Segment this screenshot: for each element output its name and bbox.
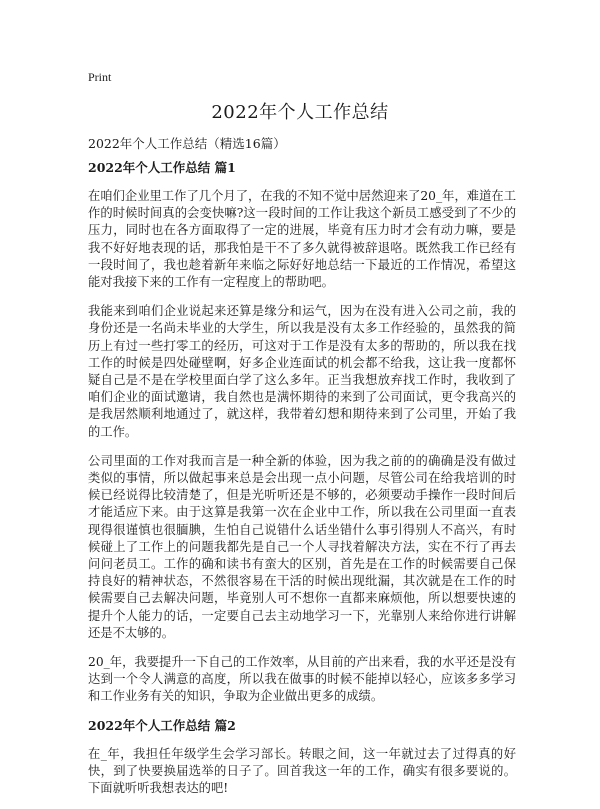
paragraph: 20_年，我要提升一下自己的工作效率，从目前的产出来看，我的水平还是没有达到一个令人满意的高度，所以我在做事的时候不能掉以轻心，应该多多学习和工作业务有关的知识，争取为企业做出更多的成绩。	[88, 655, 516, 704]
paragraph: 我能来到咱们企业说起来还算是缘分和运气，因为在没有进入公司之前，我的身份还是一名尚未毕业的大学生，所以我是没有太多工作经验的，虽然我的简历上有过一些打零工的经历，可这对于工作是没有太多的帮助的，所以我在找工作的时候是四处碰壁啊，好多企业连面试的机会都不给我，这让我一度都怀疑自己是不是在学校里面白学了这么多年。正当我想放弃找工作时，我收到了咱们企业的面试邀请，我自然也是满怀期待的来到了公司面试，更令我高兴的是我居然顺利地通过了，就这样，我带着幻想和期待来到了公司里，开始了我的工作。	[88, 304, 516, 439]
section-heading: 2022年个人工作总结 篇2	[88, 717, 236, 733]
section-heading: 2022年个人工作总结 篇1	[88, 160, 236, 175]
document-title: 2022年个人工作总结	[211, 102, 389, 123]
paragraph: 在咱们企业里工作了几个月了，在我的不知不觉中居然迎来了20_年，难道在工作的时候时间真的会变快嘛?这一段时间的工作让我这个新员工感受到了不少的压力，同时也在各方面取得了一定的进展，毕竟有压力时才会有动力嘛，要是我不好好地表现的话，那我怕是干不了多久就得被辞退咯。既然我工作已经有一段时间了，我也趁着新年来临之际好好地总结一下最近的工作情况，希望这能对我接下来的工作有一定程度上的帮助吧。	[88, 189, 516, 290]
print-link[interactable]: Print	[88, 70, 112, 84]
section-1	[88, 160, 516, 706]
paragraph: 公司里面的工作对我而言是一种全新的体验，因为我之前的的确确是没有做过类似的事情，所以做起事来总是会出现一点小问题，尽管公司在给我培训的时候已经说得比较清楚了，但是光听听还是不够的，必须要动手操作一段时间后才能适应下来。由于这算是我第一次在企业中工作，所以我在公司里面一直表现得很谨慎也很腼腆，生怕自己说错什么话坐错什么事引得别人不高兴，有时候碰上了工作上的问题我都先是自己一个人寻找着解决方法，实在不行了再去问问老员工。工作的确和读书有蛮大的区别，首先是在工作的时候需要自己保持良好的精神状态，不然很容易在干活的时候出现纰漏，其次就是在工作的时候需要自己去解决问题，毕竟别人可不想你一直都来麻烦他，所以想要快速的提升个人能力的话，一定要自己去主动地学习一下，光靠别人来给你进行讲解还是不太够的。	[88, 453, 516, 640]
section-2	[88, 718, 516, 798]
paragraph: 在_年，我担任年级学生会学习部长。转眼之间，这一年就过去了过得真的好快，到了快要换届选举的日子了。回首我这一年的工作，确实有很多要说的。下面就听听我想表达的吧!	[88, 746, 516, 796]
document-body	[88, 160, 516, 809]
document-subtitle: 2022年个人工作总结（精选16篇）	[88, 136, 286, 151]
